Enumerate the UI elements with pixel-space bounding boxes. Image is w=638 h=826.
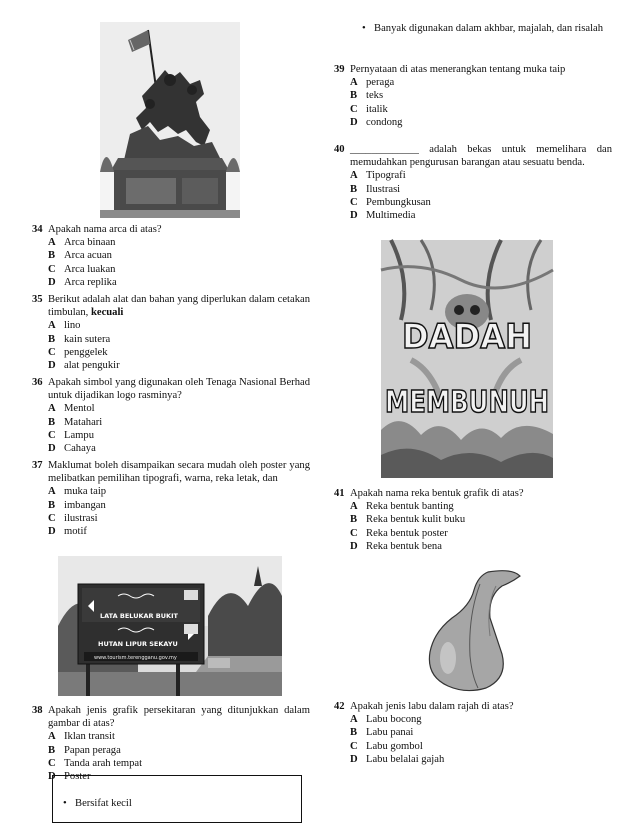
statement-bullet — [362, 22, 610, 35]
option-b[interactable] — [350, 726, 612, 739]
option-a[interactable] — [350, 500, 612, 513]
question-stem: Apakah nama arca di atas? — [48, 224, 162, 235]
option-d[interactable] — [48, 442, 310, 455]
option-c[interactable] — [48, 346, 310, 359]
option-a[interactable] — [48, 319, 310, 332]
option-letter: D — [48, 771, 56, 783]
option-b[interactable] — [48, 744, 310, 757]
option-c[interactable] — [350, 196, 612, 209]
question-35 — [32, 293, 310, 372]
option-b[interactable] — [48, 333, 310, 346]
option-b[interactable] — [48, 249, 310, 262]
option-a[interactable] — [48, 236, 310, 249]
option-a[interactable] — [350, 169, 612, 182]
option-letter: D — [350, 210, 358, 222]
option-text: italik — [366, 103, 388, 115]
option-letter: A — [350, 170, 358, 182]
question-stem: Apakah nama reka bentuk grafik di atas? — [350, 488, 524, 499]
gourd-labu-image — [416, 566, 526, 694]
option-b[interactable] — [350, 89, 612, 102]
option-text: Arca acuan — [64, 250, 112, 262]
option-text: Arca binaan — [64, 237, 116, 249]
option-c[interactable] — [350, 527, 612, 540]
option-c[interactable] — [48, 263, 310, 276]
option-text: Ilustrasi — [366, 183, 401, 195]
option-letter: A — [48, 320, 56, 332]
option-letter: D — [350, 116, 358, 128]
option-b[interactable] — [350, 513, 612, 526]
sign-line-2: HUTAN LIPUR SEKAYU — [98, 640, 178, 648]
option-letter: C — [48, 429, 56, 441]
option-text: teks — [366, 90, 384, 102]
question-37 — [32, 459, 310, 538]
question-36 — [32, 376, 310, 455]
option-letter: A — [350, 714, 358, 726]
question-number: 41 — [334, 488, 345, 499]
option-d[interactable] — [48, 276, 310, 289]
option-letter: D — [350, 753, 358, 765]
option-text: Arca luakan — [64, 263, 116, 275]
option-letter: B — [350, 514, 358, 526]
option-b[interactable] — [350, 183, 612, 196]
option-letter: D — [48, 443, 56, 455]
option-letter: A — [48, 237, 56, 249]
question-number: 39 — [334, 64, 345, 75]
question-stem: Apakah simbol yang digunakan oleh Tenaga Nasional Berhad untuk dijadikan logo rasminya? — [48, 377, 310, 402]
road-sign-photo — [58, 556, 282, 696]
option-letter: B — [48, 499, 56, 511]
option-b[interactable] — [48, 499, 310, 512]
question-number: 38 — [32, 705, 43, 716]
question-stem: Maklumat boleh disampaikan secara mudah oleh poster yang melibatkan pemilihan tipografi, warna, reka letak, dan — [48, 460, 310, 485]
bullet-icon: • — [63, 798, 67, 809]
option-text: Matahari — [64, 416, 103, 428]
option-letter: A — [350, 77, 358, 89]
option-letter: C — [350, 196, 358, 208]
option-a[interactable] — [350, 713, 612, 726]
option-letter: D — [48, 276, 56, 288]
option-letter: D — [48, 360, 56, 372]
question-stem: _____________ adalah bekas untuk memelihara dan memudahkan pengurusan barangan atau sesuatu benda. — [350, 144, 612, 169]
option-text: Lampu — [64, 429, 95, 441]
option-d[interactable] — [350, 753, 612, 766]
option-letter: A — [48, 486, 56, 498]
question-40 — [334, 143, 612, 222]
option-d[interactable] — [350, 209, 612, 222]
question-number: 36 — [32, 377, 43, 388]
option-text: Cahaya — [64, 443, 96, 455]
option-c[interactable] — [48, 757, 310, 770]
statement-box — [52, 775, 302, 823]
option-letter: A — [48, 403, 56, 415]
question-38 — [32, 704, 310, 783]
option-text: imbangan — [64, 499, 106, 511]
option-text: Iklan transit — [64, 731, 115, 743]
option-text: Tipografi — [366, 170, 406, 182]
option-text: Labu gombol — [366, 740, 423, 752]
option-text: Reka bentuk banting — [366, 501, 454, 513]
option-b[interactable] — [48, 416, 310, 429]
option-letter: D — [350, 540, 358, 552]
sign-line-1: LATA BELUKAR BUKIT — [100, 612, 178, 620]
statement-bullet — [63, 797, 132, 810]
option-text: kain sutera — [64, 333, 111, 345]
question-stem: Pernyataan di atas menerangkan tentang muka taip — [350, 64, 566, 75]
option-text: Labu panai — [366, 727, 414, 739]
option-letter: C — [48, 346, 56, 358]
option-text: Pembungkusan — [366, 196, 431, 208]
question-42 — [334, 700, 612, 766]
option-text: Mentol — [64, 403, 95, 415]
option-letter: D — [48, 526, 56, 538]
option-text: Labu belalai gajah — [366, 753, 445, 765]
option-text: Tanda arah tempat — [64, 757, 143, 769]
option-a[interactable] — [350, 76, 612, 89]
option-text: Arca replika — [64, 276, 117, 288]
option-c[interactable] — [48, 429, 310, 442]
option-text: motif — [64, 526, 87, 538]
bullet-icon: • — [362, 23, 366, 34]
option-d[interactable] — [350, 116, 612, 129]
question-34 — [32, 223, 310, 289]
option-c[interactable] — [350, 103, 612, 116]
option-letter: A — [48, 731, 56, 743]
question-stem: Apakah jenis labu dalam rajah di atas? — [350, 701, 514, 712]
question-39 — [334, 63, 612, 129]
option-a[interactable] — [48, 730, 310, 743]
question-number: 42 — [334, 701, 345, 712]
option-text: lino — [64, 320, 81, 332]
option-letter: B — [350, 90, 358, 102]
option-text: condong — [366, 116, 403, 128]
option-d[interactable] — [48, 525, 310, 538]
option-c[interactable] — [350, 740, 612, 753]
option-letter: C — [350, 103, 358, 115]
option-letter: B — [48, 250, 56, 262]
option-letter: A — [350, 501, 358, 513]
option-letter: C — [350, 527, 358, 539]
option-text: Reka bentuk bena — [366, 540, 442, 552]
option-c[interactable] — [48, 512, 310, 525]
option-letter: C — [350, 740, 358, 752]
question-number: 40 — [334, 144, 345, 155]
question-number: 35 — [32, 294, 43, 305]
option-letter: B — [48, 333, 56, 345]
option-text: Poster — [64, 771, 91, 783]
option-text: alat pengukir — [64, 360, 120, 372]
option-text: Labu bocong — [366, 714, 422, 726]
question-number: 34 — [32, 224, 43, 235]
option-letter: B — [350, 727, 358, 739]
option-text: Papan peraga — [64, 744, 121, 756]
monument-sculpture-image — [100, 22, 240, 218]
option-text: Reka bentuk kulit buku — [366, 514, 466, 526]
option-text: ilustrasi — [64, 512, 98, 524]
option-letter: B — [350, 183, 358, 195]
option-text: Reka bentuk poster — [366, 527, 448, 539]
statement-text: Bersifat kecil — [75, 798, 132, 809]
option-letter: B — [48, 744, 56, 756]
option-letter: C — [48, 263, 56, 275]
question-number: 37 — [32, 460, 43, 471]
option-d[interactable] — [350, 540, 612, 553]
option-text: peraga — [366, 77, 395, 89]
option-letter: C — [48, 512, 56, 524]
question-41 — [334, 487, 612, 553]
poster-title-line-1: DADAH — [402, 317, 532, 357]
statement-text: Banyak digunakan dalam akhbar, majalah, dan risalah — [374, 23, 604, 34]
statement-continuation — [362, 22, 610, 35]
option-text: penggelek — [64, 346, 108, 358]
option-text: Multimedia — [366, 210, 416, 222]
option-text: muka taip — [64, 486, 107, 498]
anti-drug-poster-image — [381, 240, 553, 478]
option-a[interactable] — [48, 402, 310, 415]
option-letter: C — [48, 757, 56, 769]
option-letter: B — [48, 416, 56, 428]
question-stem-emphasis: kecuali — [90, 307, 124, 319]
option-d[interactable] — [48, 359, 310, 372]
question-stem: Apakah jenis grafik persekitaran yang ditunjukkan dalam gambar di atas? — [48, 705, 310, 730]
sign-line-3: www.tourism.terengganu.gov.my — [94, 655, 177, 661]
question-stem: Berikut adalah alat dan bahan yang diperlukan dalam cetakan timbulan, — [48, 294, 310, 319]
poster-title-line-2: MEMBUNUH — [385, 385, 549, 420]
option-a[interactable] — [48, 485, 310, 498]
